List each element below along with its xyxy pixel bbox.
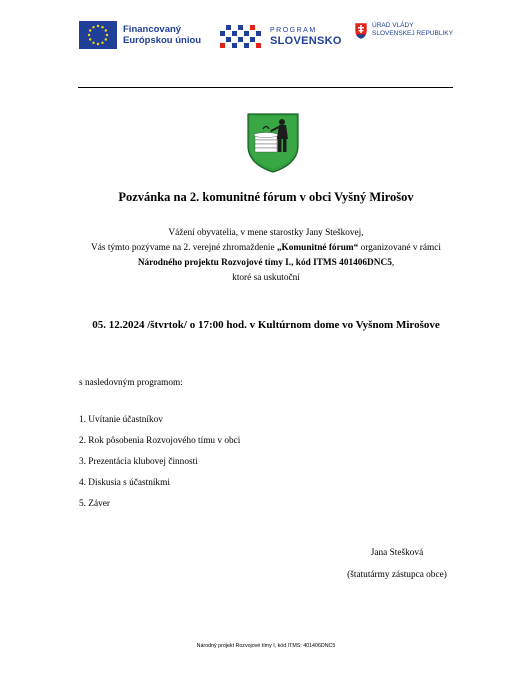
program-item: 5. Záver [79,499,110,509]
program-item: 3. Prezentácia klubovej činnosti [79,457,198,467]
signer-name: Jana Stešková [370,548,424,558]
intro-line-3 [0,256,532,271]
intro-line-2-text: Vás týmto pozývame na 2. verejné zhromaždenie [91,243,277,253]
gov-logo-line1: ÚRAD VLÁDY [372,22,414,29]
header-divider [78,87,453,88]
eu-logo-line1: Financovaný [123,24,182,35]
program-list [79,414,240,519]
program-slovensko-mark [218,22,266,50]
village-coat-of-arms-icon [246,112,300,174]
gov-logo-line2: SLOVENSKEJ REPUBLIKY [372,30,453,37]
eu-logo-text [123,24,201,46]
page-title: Pozvánka na 2. komunitné fórum v obci Vyšný Mirošov [118,190,414,204]
slovak-coat-of-arms-icon [354,22,368,40]
intro-line-1: Vážení obyvatelia, v mene starostky Jany Steškovej, [168,228,364,238]
intro-line-2 [0,241,532,256]
eu-logo-line2: Európskou úniou [123,35,202,46]
government-office-text [372,22,453,38]
government-office-logo [354,22,453,52]
program-slovensko-text [270,26,342,46]
event-datetime: 05. 12.2024 /štvrtok/ o 17:00 hod. v Kultúrnom dome vo Vyšnom Mirošove [92,319,440,331]
intro-paragraph [0,226,532,286]
intro-line-4: ktoré sa uskutoční [232,273,300,283]
intro-line-3-tail: , [391,258,395,268]
program-slovensko-logo [218,21,342,51]
intro-line-2-tail: organizované v rámci [358,243,441,253]
program-item: 4. Diskusia s účastníkmi [79,478,170,488]
project-name: Národného projektu Rozvojové tímy I., kód ITMS 401406DNC5 [137,258,392,268]
eu-flag-icon [79,21,117,49]
signer-role: (štatutármy zástupca obce) [347,570,447,580]
program-intro: s nasledovným programom: [79,378,183,388]
event-name: „Komunitné fórum“ [276,243,359,253]
program-logo-line1: PROGRAM [270,27,317,34]
eu-logo [79,20,201,50]
program-item: 2. Rok pôsobenia Rozvojového tímu v obci [79,436,241,446]
program-logo-line2: SLOVENSKO [270,35,342,47]
program-item: 1. Uvítanie účastníkov [79,415,163,425]
page-footer: Národný projekt Rozvojové tímy I, kód ITMS: 401406DNC5 [196,643,336,649]
